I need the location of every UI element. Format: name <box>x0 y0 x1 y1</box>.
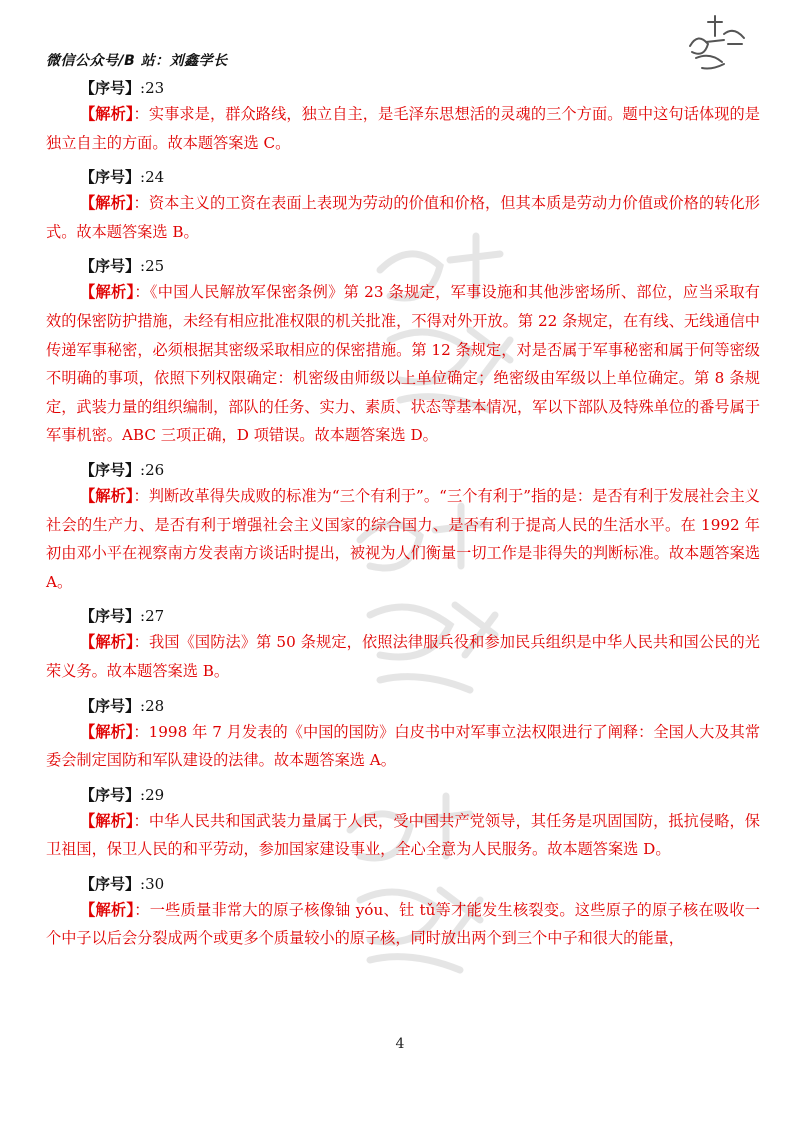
brand-logo <box>678 6 758 76</box>
page-number: 4 <box>395 1036 405 1052</box>
seq-value: :25 <box>140 257 165 276</box>
analysis-text <box>46 100 760 157</box>
header-source-note: 微信公众号/B 站：刘鑫学长 <box>46 53 228 69</box>
answer-entry-23 <box>46 76 760 157</box>
logo-text: 瀚题公考 <box>678 6 682 7</box>
seq-label: 【序号】 <box>80 79 141 97</box>
seq-label: 【序号】 <box>80 607 141 626</box>
seq-label: 【序号】 <box>80 460 141 479</box>
seq-value: :26 <box>140 460 165 479</box>
seq-label: 【序号】 <box>80 696 141 715</box>
analysis-label: 【解析】 <box>80 722 134 741</box>
analysis-label: 【解析】 <box>80 283 135 302</box>
analysis-body: ：判断改革得失成败的标准为“三个有利于”。“三个有利于”指的是：是否有利于发展社会主义社会的生产力、是否有利于增强社会主义国家的综合国力、是否有利于提高人民的生活水平。在 1992 年初由邓小平在视察南方发表南方谈话时提出，被视为人们衡量一切工作是非得失的判断标准。故本题答案选 A。 <box>46 486 760 591</box>
answer-entry-27 <box>46 604 760 685</box>
question-number <box>46 254 760 278</box>
analysis-text <box>46 189 760 246</box>
analysis-body: ：一些质量非常大的原子核像铀 yóu、钍 tǔ等才能发生核裂变。这些原子的原子核在吸收一个中子以后会分裂成两个或更多个质量较小的原子核，同时放出两个到三个中子和很大的能量， <box>46 900 760 948</box>
seq-value: :28 <box>140 696 165 715</box>
analysis-body: ：中华人民共和国武装力量属于人民，受中国共产党领导，其任务是巩固国防，抵抗侵略，保卫祖国，保卫人民的和平劳动，参加国家建设事业，全心全意为人民服务。故本题答案选 D。 <box>46 811 760 859</box>
analysis-label: 【解析】 <box>80 486 134 505</box>
seq-value: :30 <box>140 874 165 893</box>
question-number <box>46 76 760 100</box>
answer-entry-30 <box>46 872 760 953</box>
analysis-label: 【解析】 <box>80 811 134 830</box>
answer-entry-28 <box>46 694 760 775</box>
analysis-text <box>46 278 760 450</box>
seq-label: 【序号】 <box>80 874 141 893</box>
answer-entry-26 <box>46 458 760 596</box>
analysis-label: 【解析】 <box>80 633 134 652</box>
analysis-body: ：我国《国防法》第 50 条规定，依照法律服兵役和参加民兵组织是中华人民共和国公民的光荣义务。故本题答案选 B。 <box>46 633 760 680</box>
analysis-text <box>46 482 760 596</box>
seq-label: 【序号】 <box>80 168 141 187</box>
answer-entry-29 <box>46 783 760 864</box>
question-number <box>46 165 760 189</box>
analysis-label: 【解析】 <box>80 194 134 213</box>
analysis-body: ：1998 年 7 月发表的《中国的国防》白皮书中对军事立法权限进行了阐释：全国人大及其常委会制定国防和军队建设的法律。故本题答案选 A。 <box>46 722 761 770</box>
analysis-label: 【解析】 <box>80 105 134 123</box>
answer-entry-25 <box>46 254 760 450</box>
analysis-body: ：《中国人民解放军保密条例》第 23 条规定，军事设施和其他涉密场所、部位，应当采取有效的保密防护措施，未经有相应批准权限的机关批准，不得对外开放。第 22 条规定，在有线、无线通信中传递军事秘密，必须根据其密级采取相应的保密措施。第 12 条规定，对是否属于军事秘密和属于何等密级不明确的事项，依照下列权限确定：机密级由师级以上单位确定；绝密级由军级以上单位确定。第 8 条规定，武装力量的组织编制，部队的任务、实力、素质、状态等基本情况，军以下部队及特殊单位的番号属于军事机密。ABC 三项正确，D 项错误。故本题答案选 D。 <box>46 283 760 445</box>
question-number <box>46 872 760 896</box>
analysis-text <box>46 807 760 864</box>
seq-label: 【序号】 <box>80 785 141 804</box>
answer-entry-24 <box>46 165 760 246</box>
answer-list <box>46 76 760 961</box>
seq-value: :24 <box>140 168 165 187</box>
seq-value: :23 <box>140 79 165 97</box>
question-number <box>46 458 760 482</box>
seq-value: :29 <box>140 785 165 804</box>
analysis-text <box>46 628 760 685</box>
analysis-text <box>46 896 760 953</box>
analysis-body: ：资本主义的工资在表面上表现为劳动的价值和价格，但其本质是劳动力价值或价格的转化形式。故本题答案选 B。 <box>46 194 760 241</box>
question-number <box>46 783 760 807</box>
question-number <box>46 604 760 628</box>
analysis-label: 【解析】 <box>80 900 135 919</box>
analysis-text <box>46 718 760 775</box>
seq-label: 【序号】 <box>80 257 141 276</box>
seq-value: :27 <box>140 607 165 626</box>
question-number <box>46 694 760 718</box>
analysis-body: ：实事求是，群众路线，独立自主，是毛泽东思想活的灵魂的三个方面。题中这句话体现的是独立自主的方面。故本题答案选 C。 <box>46 105 760 152</box>
